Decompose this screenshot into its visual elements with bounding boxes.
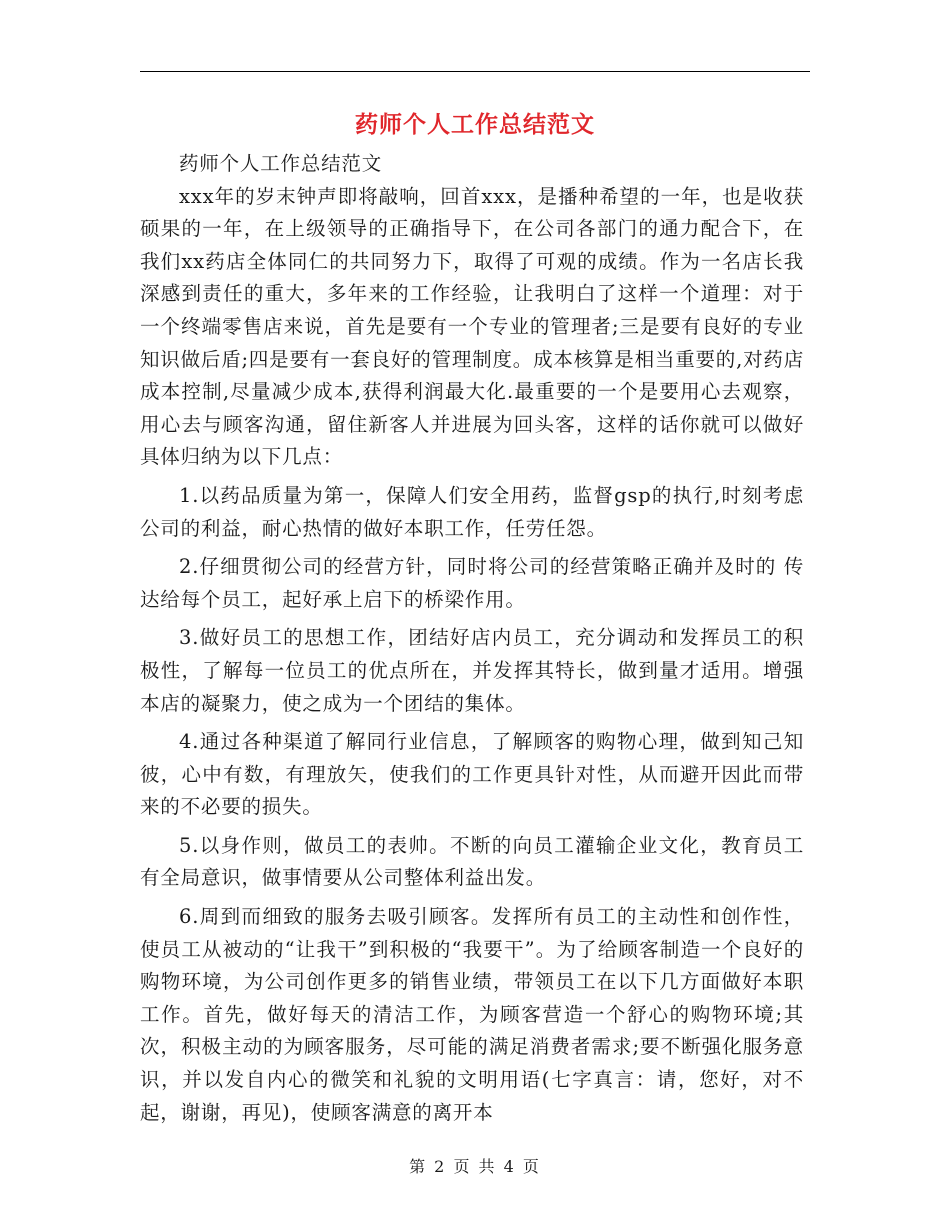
list-item-5: 5.以身作则，做员工的表帅。不断的向员工灌输企业文化，教育员工有全局意识，做事情要从公司整体利益出发。 bbox=[140, 833, 804, 890]
document-body bbox=[140, 148, 804, 1129]
page-number-footer: 第 2 页 共 4 页 bbox=[409, 1157, 541, 1176]
intro-paragraph: xxx年的岁末钟声即将敲响，回首xxx，是播种希望的一年，也是收获硕果的一年，在上级领导的正确指导下，在公司各部门的通力配合下，在我们xx药店全体同仁的共同努力下，取得了可观的成绩。作为一名店长我深感到责任的重大，多年来的工作经验，让我明白了这样一个道理：对于一个终端零售店来说，首先是要有一个专业的管理者;三是要有良好的专业知识做后盾;四是要有一套良好的管理制度。成本核算是相当重要的,对药店成本控制,尽量减少成本,获得利润最大化.最重要的一个是要用心去观察，用心去与顾客沟通，留住新客人并进展为回头客，这样的话你就可以做好具体归纳为以下几点： bbox=[140, 184, 804, 469]
list-item-4: 4.通过各种渠道了解同行业信息，了解顾客的购物心理，做到知己知彼，心中有数，有理放矢，使我们的工作更具针对性，从而避开因此而带来的不必要的损失。 bbox=[140, 730, 804, 819]
subtitle-paragraph: 药师个人工作总结范文 bbox=[179, 152, 383, 175]
list-item-6: 6.周到而细致的服务去吸引顾客。发挥所有员工的主动性和创作性，使员工从被动的“让我干”到积极的“我要干”。为了给顾客制造一个良好的购物环境，为公司创作更多的销售业绩，带领员工在以下几方面做好本职工作。首先，做好每天的清洁工作，为顾客营造一个舒心的购物环境;其次，积极主动的为顾客服务，尽可能的满足消费者需求;要不断强化服务意识，并以发自内心的微笑和礼貌的文明用语(七字真言：请，您好，对不起，谢谢，再见)，使顾客满意的离开本 bbox=[140, 905, 804, 1124]
list-item-1: 1.以药品质量为第一，保障人们安全用药，监督gsp的执行,时刻考虑公司的利益，耐心热情的做好本职工作，任劳任怨。 bbox=[140, 483, 804, 540]
list-item-2: 2.仔细贯彻公司的经营方针，同时将公司的经营策略正确并及时的 传达给每个员工，起好承上启下的桥梁作用。 bbox=[140, 555, 804, 611]
list-item-3: 3.做好员工的思想工作，团结好店内员工，充分调动和发挥员工的积极性，了解每一位员工的优点所在，并发挥其特长，做到量才适用。增强本店的凝聚力，使之成为一个团结的集体。 bbox=[140, 626, 804, 715]
header-rule bbox=[140, 71, 810, 72]
document-title: 药师个人工作总结范文 bbox=[355, 112, 595, 138]
